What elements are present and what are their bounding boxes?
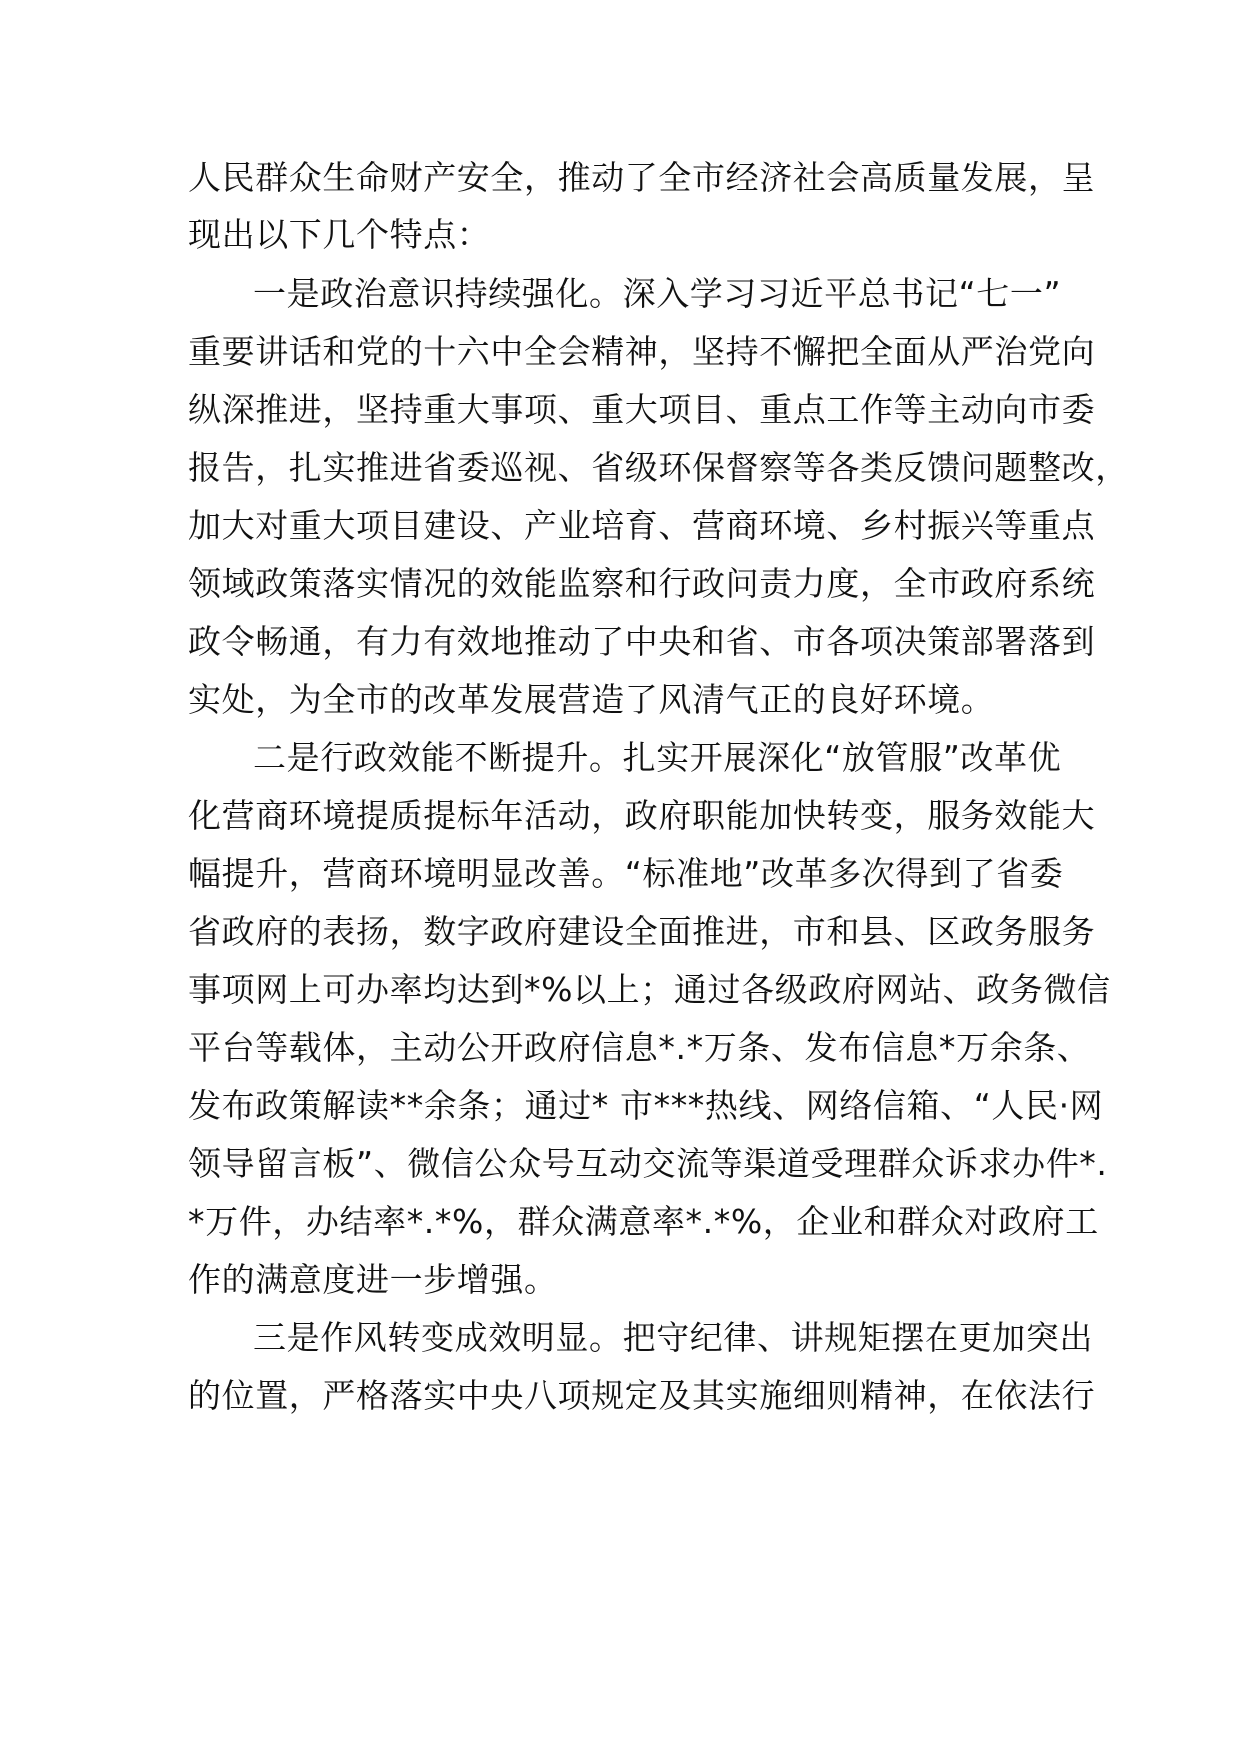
text-line: 作的满意度进一步增强。 <box>188 1260 558 1299</box>
text-line: 报告，扎实推进省委巡视、省级环保督察等各类反馈问题整改， <box>188 448 1129 487</box>
text-line: 发布政策解读**余条；通过* 市***热线、网络信箱、“人民·网 <box>188 1086 1104 1125</box>
text-line: 现出以下几个特点： <box>188 215 491 254</box>
text-line: 的位置，严格落实中央八项规定及其实施细则精神，在依法行 <box>188 1376 1096 1415</box>
text-line: 领域政策落实情况的效能监察和行政问责力度，全市政府系统 <box>188 564 1096 603</box>
paragraph-first-line: 二是行政效能不断提升。扎实开展深化“放管服”改革优 <box>253 738 1062 777</box>
text-line: 人民群众生命财产安全，推动了全市经济社会高质量发展，呈 <box>188 158 1096 197</box>
text-line: *万件，办结率*.*%，群众满意率*.*%，企业和群众对政府工 <box>188 1202 1099 1241</box>
text-line: 加大对重大项目建设、产业培育、营商环境、乡村振兴等重点 <box>188 506 1096 545</box>
text-line: 政令畅通，有力有效地推动了中央和省、市各项决策部署落到 <box>188 622 1096 661</box>
text-line: 重要讲话和党的十六中全会精神，坚持不懈把全面从严治党向 <box>188 332 1096 371</box>
text-line: 平台等载体，主动公开政府信息*.*万条、发布信息*万余条、 <box>188 1028 1091 1067</box>
text-line: 事项网上可办率均达到*%以上；通过各级政府网站、政务微信 <box>188 970 1111 1009</box>
text-line: 化营商环境提质提标年活动，政府职能加快转变，服务效能大 <box>188 796 1096 835</box>
text-line: 纵深推进，坚持重大事项、重大项目、重点工作等主动向市委 <box>188 390 1096 429</box>
text-line: 领导留言板”、微信公众号互动交流等渠道受理群众诉求办件*. <box>188 1144 1108 1183</box>
paragraph-first-line: 一是政治意识持续强化。深入学习习近平总书记“七一” <box>253 274 1062 313</box>
text-line: 幅提升，营商环境明显改善。“标准地”改革多次得到了省委 <box>188 854 1064 893</box>
text-line: 实处，为全市的改革发展营造了风清气正的良好环境。 <box>188 680 995 719</box>
text-line: 省政府的表扬，数字政府建设全面推进，市和县、区政务服务 <box>188 912 1096 951</box>
paragraph-first-line: 三是作风转变成效明显。把守纪律、讲规矩摆在更加突出 <box>253 1318 1093 1357</box>
